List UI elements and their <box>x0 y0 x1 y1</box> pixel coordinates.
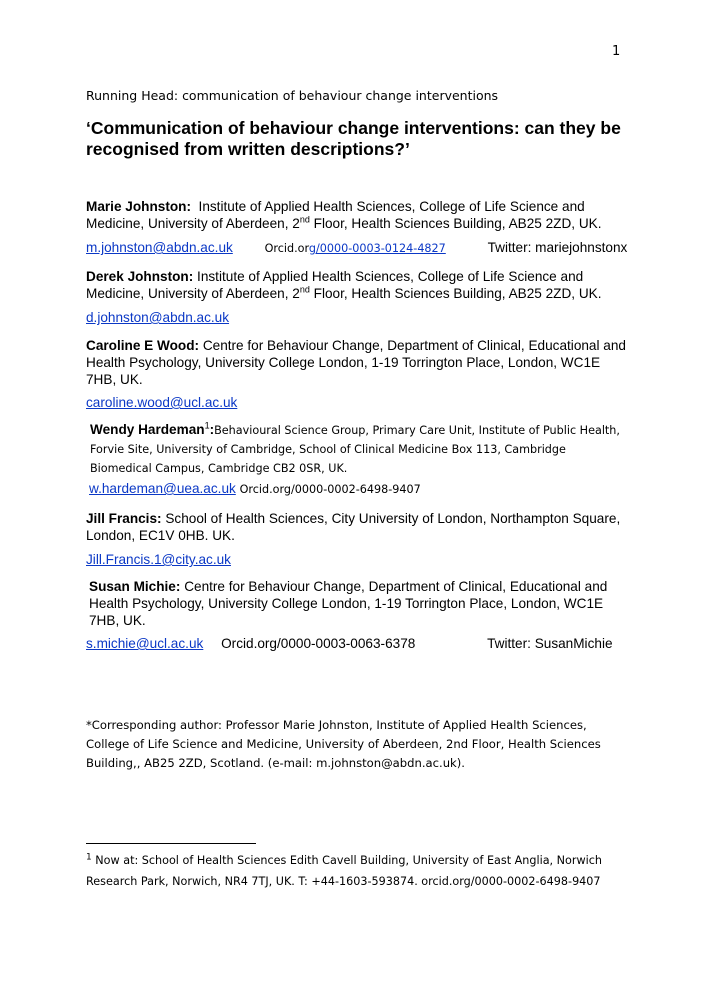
orcid-text: Orcid.org/0000-0003-0063-6378 <box>221 636 416 651</box>
author-name: Caroline E Wood: <box>86 338 200 353</box>
email-link[interactable]: d.johnston@abdn.ac.uk <box>86 310 230 325</box>
email-link[interactable]: caroline.wood@ucl.ac.uk <box>86 395 238 410</box>
contact-row-derek-johnston <box>86 310 229 325</box>
affiliation-text: Institute of Applied Health Sciences, College of Life Science and Medicine, University of Aberdeen, 2 <box>86 269 584 301</box>
email-link[interactable]: m.johnston@abdn.ac.uk <box>86 240 233 255</box>
contact-row-susan-michie <box>86 636 613 651</box>
ordinal-suffix: nd <box>299 214 310 225</box>
author-name: Derek Johnston: <box>86 269 194 284</box>
paper-title: ‘Communication of behaviour change interventions: can they be recognised from written descriptions?’ <box>86 118 621 159</box>
affiliation-text: Floor, Health Sciences Building, AB25 2ZD, UK. <box>309 216 602 231</box>
ordinal-suffix: nd <box>299 284 310 295</box>
affiliation-text: School of Health Sciences, City University of London, Northampton Square, London, EC1V 0HB. UK. <box>86 511 621 543</box>
author-affiliation-caroline-wood <box>86 337 626 388</box>
author-affiliation-susan-michie <box>89 578 626 629</box>
author-affiliation-derek-johnston <box>86 268 626 302</box>
author-name: Susan Michie: <box>89 579 181 594</box>
affiliation-text: Centre for Behaviour Change, Department of Clinical, Educational and Health Psychology, University College London, 1-19 Torrington Place, London, WC1E 7HB, UK. <box>86 338 626 387</box>
author-name: Marie Johnston: <box>86 199 191 214</box>
author-name: Jill Francis: <box>86 511 162 526</box>
orcid-link[interactable]: g/0000-0003-0124-4827 <box>308 242 446 255</box>
footnote-divider <box>86 843 256 844</box>
running-head: Running Head: communication of behaviour change interventions <box>86 88 499 103</box>
affiliation-text: Institute of Applied Health Sciences, College of Life Science and Medicine, University of Aberdeen, 2 <box>86 199 585 231</box>
author-name-colon: : <box>209 422 215 437</box>
email-link[interactable]: s.michie@ucl.ac.uk <box>86 636 204 651</box>
author-affiliation-jill-francis <box>86 510 626 544</box>
orcid-prefix: Orcid.or <box>264 242 309 255</box>
author-name: Wendy Hardeman <box>90 422 205 437</box>
email-link[interactable]: Jill.Francis.1@city.ac.uk <box>86 552 231 567</box>
author-affiliation-wendy-hardeman <box>90 421 626 478</box>
orcid-text: Orcid.org/0000-0002-6498-9407 <box>239 483 421 496</box>
footnote-marker: 1 <box>86 852 92 863</box>
contact-row-marie-johnston <box>86 240 627 255</box>
contact-row-jill-francis <box>86 552 231 567</box>
affiliation-text: Centre for Behaviour Change, Department of Clinical, Educational and Health Psychology, University College London, 1-19 Torrington Place, London, WC1E 7HB, UK. <box>89 579 608 628</box>
footnote-marker[interactable]: 1 <box>204 420 210 431</box>
affiliation-text: Floor, Health Sciences Building, AB25 2ZD, UK. <box>309 286 602 301</box>
affiliation-text: Behavioural Science Group, Primary Care Unit, Institute of Public Health, Forvie Site, University of Cambridge, School of Clinical Medicine Box 113, Cambridge Biomedical Campus, Cambridge CB2 0SR, UK. <box>90 424 620 475</box>
twitter-handle: Twitter: mariejohnstonx <box>487 240 628 255</box>
page-number: 1 <box>612 44 621 59</box>
corresponding-author-note: *Corresponding author: Professor Marie Johnston, Institute of Applied Health Sciences, College of Life Science and Medicine, University of Aberdeen, 2nd Floor, Health Sciences Building,, AB25 2ZD, Scotland. (e-mail: m.johnston@abdn.ac.uk). <box>86 718 601 770</box>
contact-row-caroline-wood <box>86 395 237 410</box>
contact-row-wendy-hardeman <box>89 481 421 496</box>
author-affiliation-marie-johnston <box>86 198 626 232</box>
footnote <box>86 850 626 892</box>
email-link[interactable]: w.hardeman@uea.ac.uk <box>89 481 236 496</box>
footnote-text: Now at: School of Health Sciences Edith Cavell Building, University of East Anglia, Norwich Research Park, Norwich, NR4 7TJ, UK. T: +44-1603-593874. orcid.org/0000-0002-6498-9407 <box>86 854 602 888</box>
twitter-handle: Twitter: SusanMichie <box>487 636 613 651</box>
